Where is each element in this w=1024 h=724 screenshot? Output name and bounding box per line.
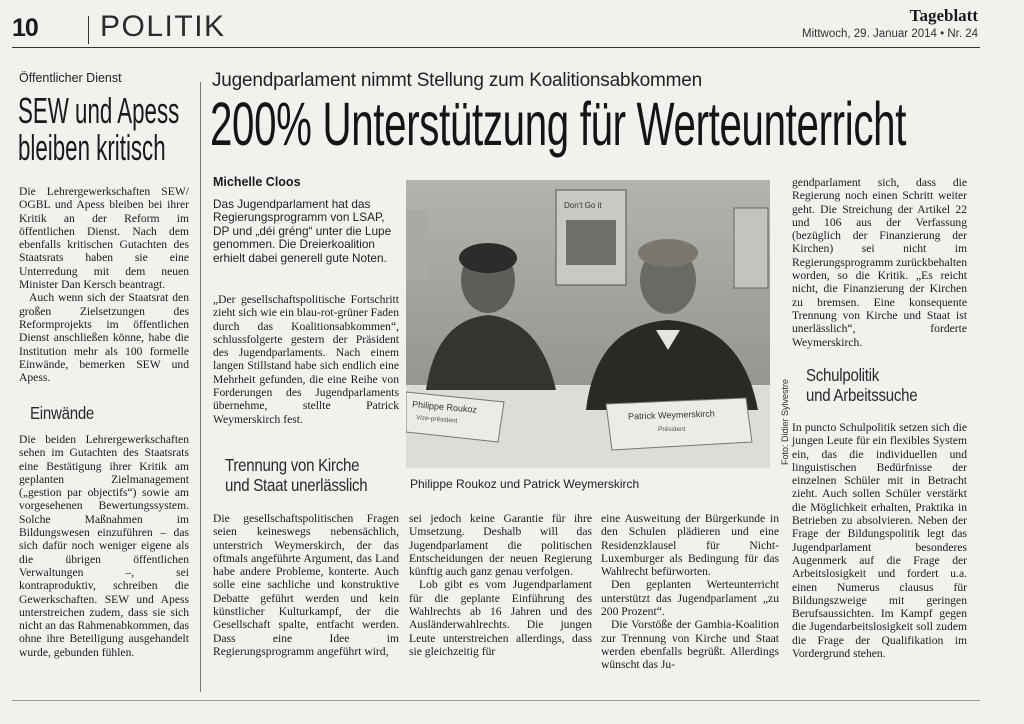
main-col4-body-2: [792, 421, 967, 660]
main-col3-para3: Die Vorstöße der Gambia-Koalition zur Trennung von Kirche und Staat werden ebenfalls begrüßt. Allerdings wünscht das Ju-: [601, 618, 779, 672]
lead-paragraph: Das Jugendparlament hat das Regierungsprogramm von LSAP, DP und „déi gréng“ unter die Lupe genommen. Die Dreierkoalition erhielt dabei generell gute Noten.: [213, 197, 392, 265]
nameplate-right-role: Président: [658, 426, 686, 433]
byline: Michelle Cloos: [213, 175, 301, 189]
left-article-body-1: [19, 185, 189, 384]
main-col4-para2: In puncto Schulpolitik setzen sich die jungen Leute für ein flexibles System ein, das die individuellen und linguistischen Bedürfnisse der einzelnen Schüler mit in Betracht zieht. Auch sollen Schüler verstärkt die Möglichkeit erhalten, Praktika in Betrieben zu absolvieren. Neben der Frage der Bildungspolitik legt das Jugendparlament besonderes Augenmerk auf die Frage der Arbeitslosigkeit und fordert u.a. einen Numerus clausus für Bildungszweige mit geringen Berufsaussichten. Im Kampf gegen die Jugendarbeitslosigkeit soll zudem die Frage der Qualifikation im Vordergrund stehen.: [792, 421, 967, 661]
left-subhead: Einwände: [30, 403, 95, 423]
masthead: Tageblatt: [909, 6, 978, 25]
photo-credit: Foto: Didier Sylvestre: [780, 378, 790, 465]
news-photo: [406, 180, 770, 468]
nameplate-left-name: Philippe Roukoz: [411, 399, 478, 415]
main-col2-body: [409, 512, 592, 658]
nameplate-right-name: Patrick Weymerskirch: [627, 408, 716, 422]
nameplate-left-role: Vize-président: [415, 414, 458, 425]
main-headline: 200% Unterstützung für Werteunterricht: [210, 90, 907, 158]
main-col4-para1: gendparlament sich, dass die Regierung noch einen Schritt weiter geht. Die Streichung der Artikel 22 und 106 aus der Verfassung (bezüglich der Finanzierung der Kirchen) sei nicht im Regierungsprogramm zurückbehalten worden, so die Kritik. „Es reicht nicht, die Finanzierung der Kirchen zu bremsen. Eine konsequente Trennung von Kirche und Staat ist unerlässlich“, forderte Weymerskirch.: [792, 176, 967, 349]
left-headline-line2: bleiben kritisch: [18, 127, 166, 168]
main-subhead-1-line2: und Staat unerlässlich: [225, 475, 368, 495]
footer-rule: [12, 700, 980, 701]
main-col4-body: [792, 176, 967, 349]
main-col3-para1: eine Ausweitung der Bürgerkunde in den Schulen plädieren und eine Residenzklausel für Nicht-Luxemburger als Bedingung für das Wahlrecht befürworten.: [601, 512, 779, 579]
main-subhead-2-line1: Schulpolitik: [806, 365, 880, 385]
left-headline-line1: SEW und Apess: [18, 90, 180, 131]
header-divider: [88, 16, 89, 44]
main-subhead-2: [806, 365, 917, 405]
main-subhead-1-line1: Trennung von Kirche: [225, 455, 360, 475]
main-col3-body: [601, 512, 779, 672]
main-kicker: Jugendparlament nimmt Stellung zum Koalitionsabkommen: [212, 70, 702, 91]
main-col1-body: [213, 293, 399, 426]
main-subhead-1: [225, 455, 367, 495]
main-col2-para1: sei jedoch keine Garantie für ihre Umsetzung. Deshalb will das Jugendparlament die politischen Entscheidungen der neuen Regierung künftig auch ganz genau verfolgen.: [409, 512, 592, 579]
page-header: [0, 0, 1024, 52]
left-article-body-2: [19, 433, 189, 659]
page-number: 10: [12, 14, 38, 42]
left-headline: [18, 92, 179, 166]
left-para-1: Die Lehrergewerkschaften SEW/ OGBL und Apess bleiben bei ihrer Kritik an der Reform im öffentlichen Dienst. Nach dem ebenfalls kritischen Gutachten des Staatsrats haben sie eine Unterredung mit dem neuen Minister Dan Kersch beantragt.: [19, 185, 189, 292]
main-col2-para2: Lob gibt es vom Jugendparlament für die geplante Einführung des Wahlrechts ab 16 Jahren und des Ausländerwahlrechts. Die jungen Leute unterstreichen allerdings, dass sie gleichzeitig für: [409, 578, 592, 658]
main-col1-para2: Die gesellschaftspolitischen Fragen seien keineswegs nebensächlich, unterstrich Weymerskirch, der das oftmals angeführte Argument, das Land habe andere Probleme, konterte. Auch solle eine sachliche und konstruktive Debatte geführt werden und kein künstlicher Kulturkampf, der die Gesellschaft spalte, entfacht werden. Dass eine Idee im Regierungsprogramm angeführt wird,: [213, 512, 399, 658]
main-subhead-2-line2: und Arbeitssuche: [806, 385, 918, 405]
left-kicker: Öffentlicher Dienst: [19, 71, 122, 85]
main-col1-body-2: [213, 512, 399, 658]
left-para-2: Auch wenn sich der Staatsrat den großen Zielsetzungen des Reformprojekts im öffentlichen Dienst anschließen könne, habe die Institution mehr als 100 formelle Einwände, bemerken SEW und Apess.: [19, 291, 189, 385]
left-para-3: Die beiden Lehrergewerkschaften sehen im Gutachten des Staatsrats eine Bestätigung ihrer Kritik am geplanten Zielmanagement („gestion par objectifs“) sowie am vorgesehenen Bewertungssystem. Solche Maßnahmen im Bildungswesen einzuführen – das sich dafür noch weniger eigene als die übrigen öffentlichen Verwaltungen –, sei kontraproduktiv, schreiben die Gewerkschaften. SEW und Apess unterstreichen zudem, dass sie sich nicht an das Rahmenabkommen, das ohne ihre Beteiligung ausgehandelt wurde, gebunden fühlen.: [19, 433, 189, 659]
header-rule: [12, 47, 980, 48]
photo-illustration: [406, 180, 770, 468]
main-col1-para1: „Der gesellschaftspolitische Fortschritt zieht sich wie ein blau-rot-grüner Faden durch das Koalitionsabkommen“, schlussfolgerte gestern der Präsident des Jugendparlaments. Nach einem langen Stillstand habe sich endlich eine Mehrheit gefunden, die eine Reihe von Forderungen des Jugendparlaments übernehme, stellte Patrick Weymerskirch fest.: [213, 293, 399, 426]
left-column-divider: [200, 82, 201, 692]
photo-caption: Philippe Roukoz und Patrick Weymerskirch: [410, 477, 640, 491]
dateline: Mittwoch, 29. Januar 2014 • Nr. 24: [802, 28, 978, 40]
poster-text: Don't Go it: [564, 201, 602, 210]
main-col3-para2: Den geplanten Werteunterricht unterstützt das Jugendparlament „zu 200 Prozent“.: [601, 578, 779, 619]
section-title: POLITIK: [100, 10, 226, 43]
